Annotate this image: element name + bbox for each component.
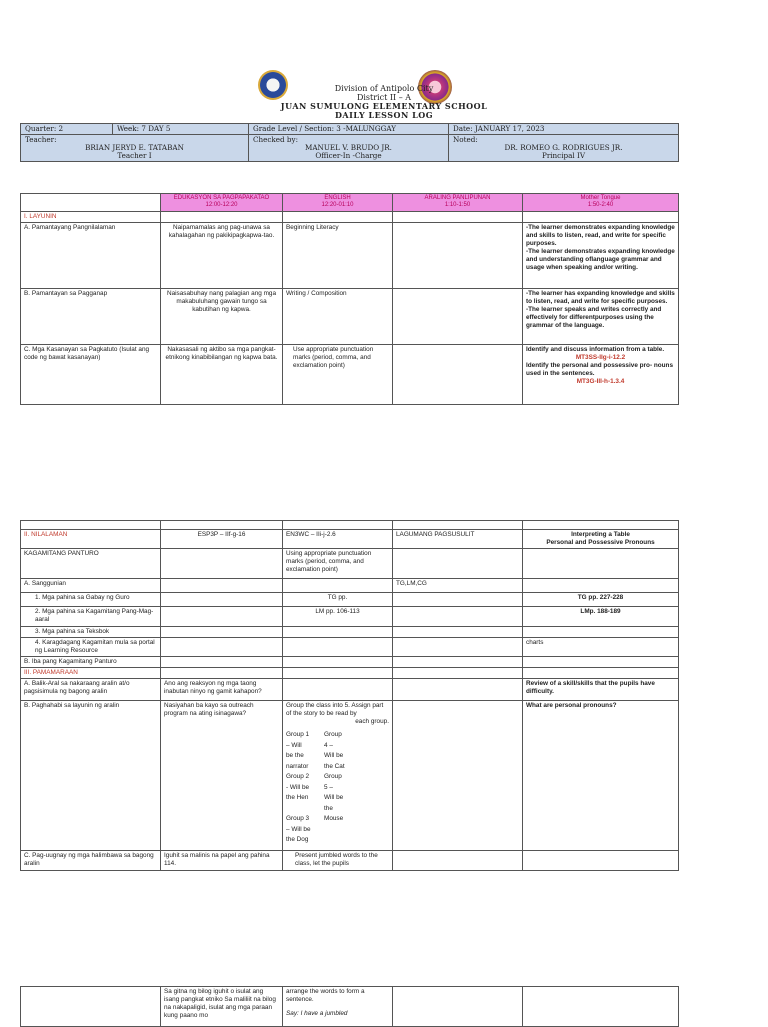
row-a-mt-2: -The learner demonstrates expanding knowledge and understanding oflanguage grammar and usage when speaking and/or writing.	[526, 248, 675, 271]
group-left-line: the Hen	[286, 794, 309, 801]
date-cell: Date: JANUARY 17, 2023	[449, 124, 679, 135]
step-b-label: B. Paghahabi sa layunin ng aralin	[21, 701, 161, 851]
subject-eng-name: ENGLISH	[324, 195, 351, 201]
group-right-line: the	[324, 804, 333, 812]
teacher-title: Teacher I	[117, 151, 152, 160]
row-b-label: B. Pamantayan sa Pagganap	[21, 289, 161, 345]
noted-label: Noted:	[453, 135, 478, 144]
bottom-table	[20, 986, 679, 1027]
subject-mt-name: Mother Tongue	[580, 195, 621, 201]
step-c-label: C. Pag-uugnay ng mga halimbawa sa bagong aralin	[21, 851, 161, 871]
group-right-line: Mouse	[324, 815, 344, 822]
kagamitan-label: KAGAMITANG PANTURO	[21, 549, 161, 579]
step-b-esp: Nasiyahan ba kayo sa outreach program na ating isinagawa?	[161, 701, 283, 851]
pamamaraan-title: III. PAMAMARAAN	[21, 668, 161, 679]
group-right-line: Will be	[324, 794, 344, 801]
row-c-mt-code-2: MT3G-III-h-1.3.4	[576, 378, 625, 385]
division-name: Division of Antipolo City	[334, 84, 434, 93]
step-c-eng: Present jumbled words to the class, let the pupils	[283, 851, 393, 871]
ref-2-mt: LMp. 188-189	[523, 607, 679, 627]
subject-ap-name: ARALING PANLIPUNAN	[424, 195, 491, 201]
layunin-title: I. LAYUNIN	[21, 212, 161, 223]
row-b-mt-1: -The learner has expanding knowledge and skills to listen, read, and write for specific purposes.	[526, 290, 675, 305]
nilalaman-ap: LAGUMANG PAGSUSULIT	[393, 530, 523, 549]
teacher-cell	[21, 135, 249, 162]
week-cell: Week: 7 DAY 5	[113, 124, 249, 135]
step-b-mt: What are personal pronouns?	[523, 701, 679, 851]
step-b-eng	[283, 701, 393, 851]
group-right-line: Group	[324, 773, 342, 780]
ref-4-label: 4. Karagdagang Kagamitan mula sa portal ng Learning Resource	[21, 638, 161, 657]
nilalaman-table	[20, 520, 679, 871]
step-b-eng-intro: Group the class into 5. Assign part of the story to be read by	[286, 702, 384, 717]
sanggunian-label: A. Sanggunian	[21, 579, 161, 593]
checked-name: MANUEL V. BRUDO JR.	[305, 143, 392, 152]
district-name: District II – A	[356, 93, 412, 102]
layunin-table	[20, 193, 679, 405]
subject-eng-time: 12:20-01:10	[321, 202, 354, 208]
noted-cell	[449, 135, 679, 162]
checked-cell	[249, 135, 449, 162]
ref-1-mt: TG pp. 227-228	[523, 593, 679, 607]
teacher-label: Teacher:	[25, 135, 57, 144]
row-c-mt	[523, 345, 679, 405]
group-left-line: Group 1	[286, 731, 310, 738]
row-b-esp: Naisasabuhay nang palagian ang mga makabuluhang gawain tungo sa kabutihan ng kapwa.	[161, 289, 283, 345]
row-a-label: A. Pamantayang Pangnilalaman	[21, 223, 161, 289]
row-a-esp: Naipamamalas ang pag-unawa sa kahalagahan ng pakikipagkapwa-tao.	[161, 223, 283, 289]
info-table	[20, 123, 679, 162]
group-left-line: narrator	[286, 762, 309, 770]
group-right-line: 4 –	[324, 741, 333, 749]
noted-title: Principal IV	[541, 151, 586, 160]
row-b-mt-2: -The learner speaks and writes correctly and effectively for differentpurposes using the grammar of the language.	[526, 306, 662, 329]
subject-ap-time: 1:10-1:50	[444, 202, 471, 208]
teacher-name: BRIAN JERYD E. TATABAN	[85, 143, 184, 152]
nilalaman-mt-2: Personal and Possessive Pronouns	[546, 539, 655, 546]
nilalaman-eng: EN3WC – IIi-j-2.6	[283, 530, 393, 549]
row-a-eng: Beginning Literacy	[283, 223, 393, 289]
subject-esp-name: EDUKASYON SA PAGPAPAKATAO	[173, 195, 270, 201]
row-c-mt-2: Identify the personal and possessive pro- nouns used in the sentences.	[526, 362, 674, 377]
step-b-eng-intro-2: each group.	[355, 718, 389, 725]
checked-label: Checked by:	[253, 135, 298, 144]
nilalaman-esp: ESP3P – IIf-g-16	[161, 530, 283, 549]
subject-esp-header	[161, 194, 283, 212]
group-left-line: Group 2	[286, 773, 310, 780]
group-left-line: – Will	[286, 741, 302, 749]
step-c-esp: Iguhit sa malinis na papel ang pahina 114.	[161, 851, 283, 871]
ref-2-label: 2. Mga pahina sa Kagamitang Pang-Mag-aaral	[21, 607, 161, 627]
ref-3-label: 3. Mga pahina sa Teksbok	[21, 627, 161, 638]
ref-1-label: 1. Mga pahina sa Gabay ng Guro	[21, 593, 161, 607]
quarter-cell: Quarter: 2	[21, 124, 113, 135]
grade-cell: Grade Level / Section: 3 -MALUNGGAY	[249, 124, 449, 135]
nilalaman-title: II. NILALAMAN	[21, 530, 161, 549]
noted-name: DR. ROMEO G. RODRIGUES JR.	[504, 143, 623, 152]
bottom-esp: Sa gitna ng bilog iguhit o isulat ang isang pangkat etniko Sa maliliit na bilog na nakapaligid, isulat ang mga paraan kung paano mo	[161, 987, 283, 1027]
subject-mt-header	[523, 194, 679, 212]
ref-2-eng: LM pp. 106-113	[283, 607, 393, 627]
group-left-line	[286, 804, 318, 815]
row-a-mt	[523, 223, 679, 289]
group-right-line: 5 –	[324, 783, 333, 791]
ref-4-mt: charts	[523, 638, 679, 657]
group-right-line: the Cat	[324, 762, 345, 770]
school-name: JUAN SUMULONG ELEMENTARY SCHOOL	[280, 101, 488, 111]
row-c-label: C. Mga Kasanayan sa Pagkatuto (Isulat ang code ng bawat kasanayan)	[21, 345, 161, 405]
nilalaman-mt	[523, 530, 679, 549]
groups-right	[324, 730, 356, 846]
bottom-eng-line-1: arrange the words to form a sentence.	[286, 988, 365, 1003]
group-right-line: Group	[324, 731, 342, 738]
sanggunian-ap: TG,LM,CG	[393, 579, 523, 593]
step-a-label: A. Balik-Aral sa nakaraang aralin at/o pagsisimula ng bagong aralin	[21, 679, 161, 701]
subject-esp-time: 12:00-12:20	[205, 202, 238, 208]
groups-left	[286, 730, 318, 846]
group-left-line: the Dog	[286, 836, 309, 843]
row-b-mt	[523, 289, 679, 345]
group-right-line: Will be	[324, 752, 344, 759]
document-title: DAILY LESSON LOG	[334, 110, 434, 120]
bottom-eng	[283, 987, 393, 1027]
iba-pang-label: B. Iba pang Kagamitang Panturo	[21, 657, 161, 668]
nilalaman-mt-1: Interpreting a Table	[571, 531, 630, 538]
row-a-mt-1: -The learner demonstrates expanding knowledge and skills to listen, read, and write for specific purposes.	[526, 224, 675, 247]
step-a-esp: Ano ang reaksyon ng mga taong inabutan ninyo ng gamit kahapon?	[161, 679, 283, 701]
subject-mt-time: 1:50-2:40	[587, 202, 614, 208]
bottom-eng-line-2: Say: I have a jumbled	[286, 1010, 348, 1017]
kagamitan-eng: Using appropriate punctuation marks (period, comma, and exclamation point)	[283, 549, 393, 579]
row-c-esp: Nakasasali ng aktibo sa mga pangkat-etnikong kinabibilangan ng kapwa bata.	[161, 345, 283, 405]
subject-ap-header	[393, 194, 523, 212]
group-left-line: be the	[286, 752, 304, 759]
checked-title: Officer-In -Charge	[315, 151, 382, 160]
group-left-line: Group 3	[286, 815, 310, 822]
group-left-line: – Will be	[286, 825, 311, 833]
row-b-eng: Writing / Composition	[283, 289, 393, 345]
group-left-line: - Will be	[286, 783, 310, 791]
row-c-eng: Use appropriate punctuation marks (period, comma, and exclamation point)	[283, 345, 393, 405]
row-c-mt-1: Identify and discuss information from a table.	[526, 346, 665, 353]
ref-1-eng: TG pp.	[283, 593, 393, 607]
row-c-mt-code-1: MT3SS-IIg-i-12.2	[575, 354, 626, 361]
step-a-mt: Review of a skill/skills that the pupils have difficulty.	[523, 679, 679, 701]
corner-cell	[21, 194, 161, 212]
subject-eng-header	[283, 194, 393, 212]
